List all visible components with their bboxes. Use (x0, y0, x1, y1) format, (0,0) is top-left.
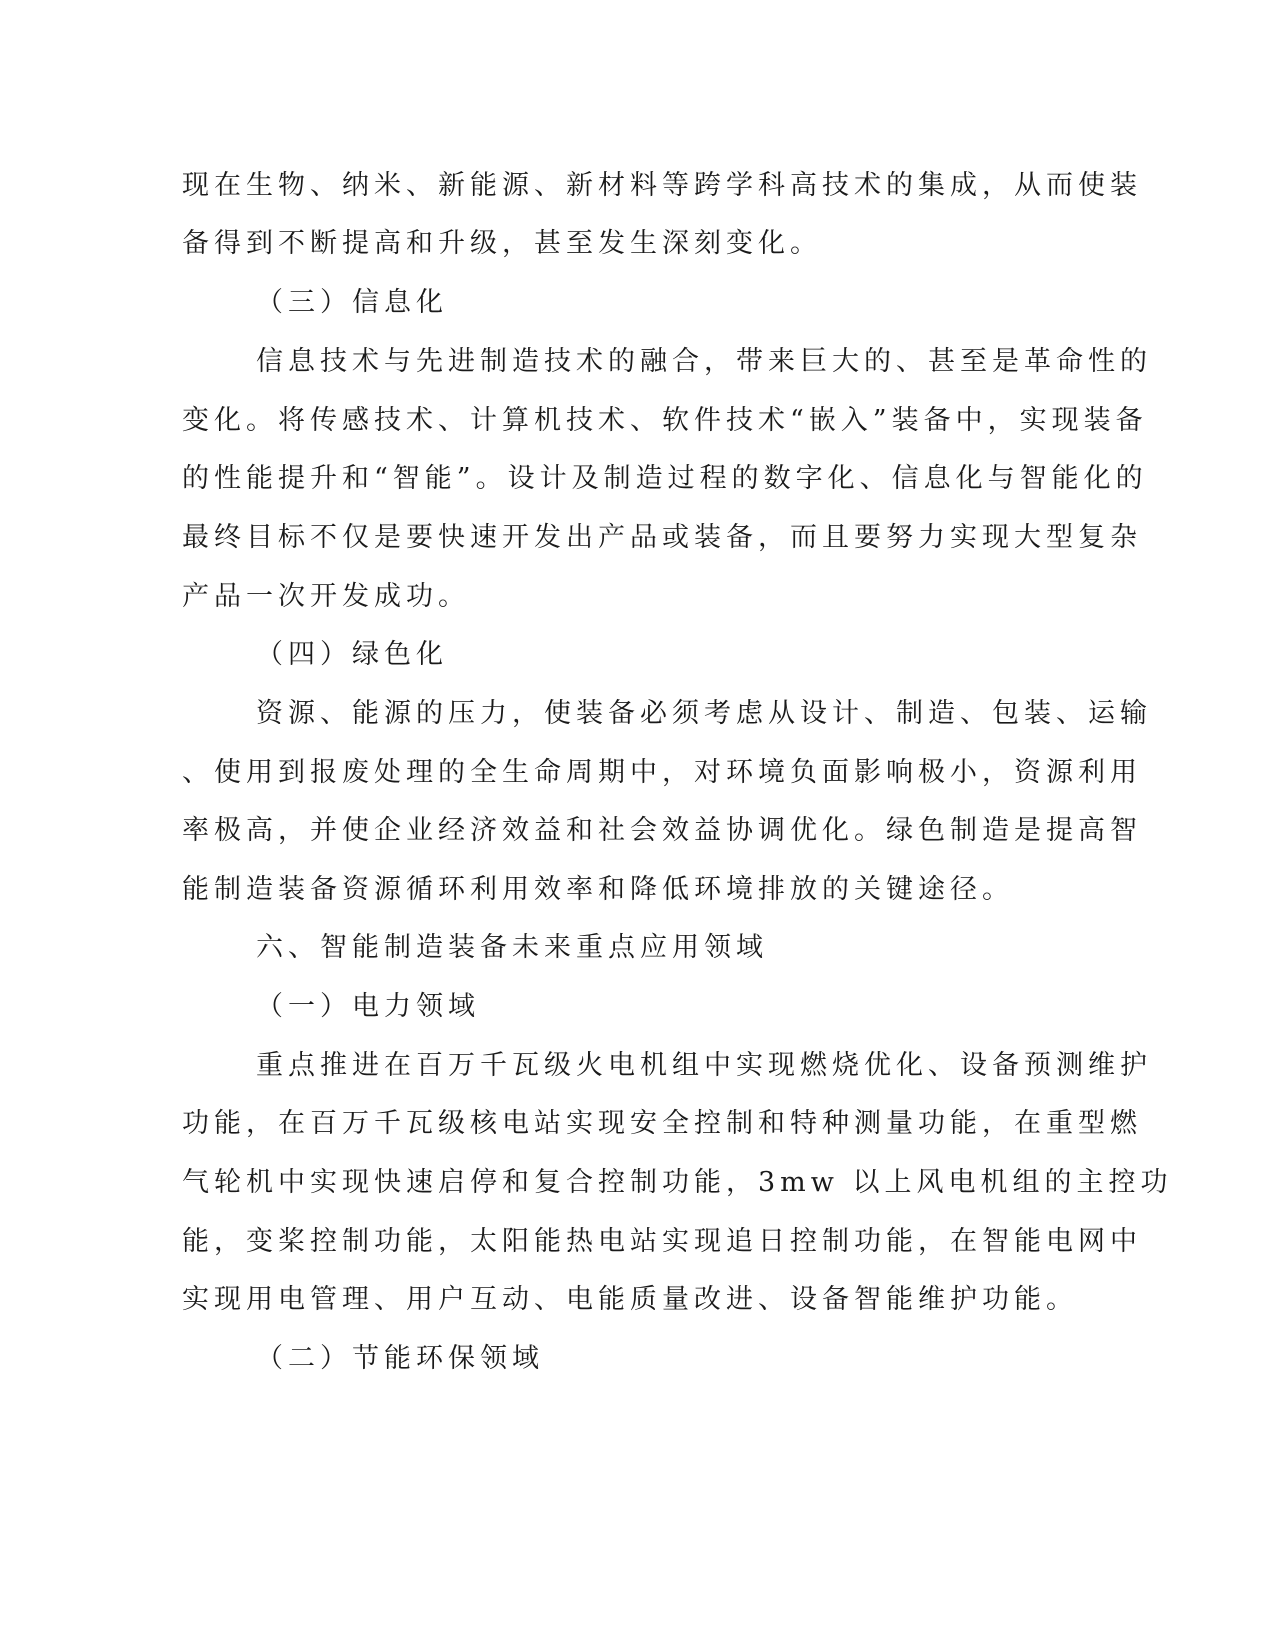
paragraph-text-line: 现在生物、纳米、新能源、新材料等跨学科高技术的集成，从而使装 (182, 170, 1142, 201)
paragraph-text-line: 实现用电管理、用户互动、电能质量改进、设备智能维护功能。 (182, 1284, 1078, 1315)
paragraph-text-line: 备得到不断提高和升级，甚至发生深刻变化。 (182, 228, 822, 259)
paragraph-text-line: 信息技术与先进制造技术的融合，带来巨大的、甚至是革命性的 (256, 346, 1152, 377)
section-heading: （二）节能环保领域 (256, 1343, 544, 1374)
paragraph-text-line: 气轮机中实现快速启停和复合控制功能，3mw 以上风电机组的主控功 (182, 1167, 1173, 1198)
section-heading: （三）信息化 (256, 287, 448, 318)
paragraph-text-line: 资源、能源的压力，使装备必须考虑从设计、制造、包装、运输 (256, 698, 1152, 729)
paragraph-text-line: 重点推进在百万千瓦级火电机组中实现燃烧优化、设备预测维护 (256, 1050, 1152, 1081)
paragraph-text-line: 功能，在百万千瓦级核电站实现安全控制和特种测量功能，在重型燃 (182, 1108, 1142, 1139)
paragraph-text-line: 产品一次开发成功。 (182, 581, 470, 612)
paragraph-text-line: 、使用到报废处理的全生命周期中，对环境负面影响极小，资源利用 (182, 757, 1142, 788)
paragraph-text-line: 能制造装备资源循环利用效率和降低环境排放的关键途径。 (182, 874, 1014, 905)
paragraph-text-line: 能，变桨控制功能，太阳能热电站实现追日控制功能，在智能电网中 (182, 1226, 1142, 1257)
section-heading: （四）绿色化 (256, 639, 448, 670)
paragraph-text-line: 的性能提升和“智能”。设计及制造过程的数字化、信息化与智能化的 (182, 463, 1148, 494)
section-heading: （一）电力领域 (256, 991, 480, 1022)
chapter-heading: 六、智能制造装备未来重点应用领域 (256, 932, 768, 963)
paragraph-text-line: 最终目标不仅是要快速开发出产品或装备，而且要努力实现大型复杂 (182, 522, 1142, 553)
paragraph-text-line: 率极高，并使企业经济效益和社会效益协调优化。绿色制造是提高智 (182, 815, 1142, 846)
paragraph-text-line: 变化。将传感技术、计算机技术、软件技术“嵌入”装备中，实现装备 (182, 405, 1148, 436)
